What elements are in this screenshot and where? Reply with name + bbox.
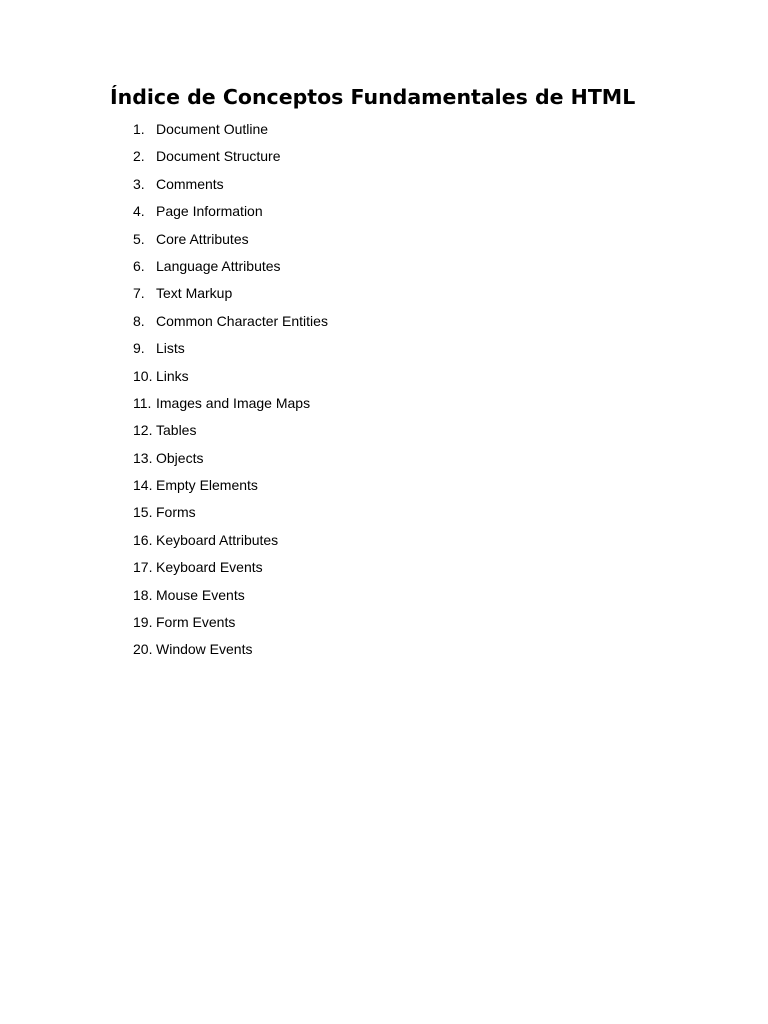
list-item-label: Language Attributes: [156, 257, 281, 274]
list-item-label: Keyboard Events: [156, 559, 263, 576]
list-item-label: Document Structure: [156, 148, 281, 165]
list-item-number: 3.: [133, 175, 145, 192]
list-item-number: 5.: [133, 230, 145, 247]
list-item-number: 1.: [133, 121, 145, 137]
list-item-number: 6.: [133, 257, 145, 274]
list-item-number: 17.: [133, 559, 153, 576]
list-item-label: Document Outline: [156, 121, 269, 137]
list-item-number: 2.: [133, 148, 145, 165]
list-item-number: 19.: [133, 614, 153, 631]
list-item-number: 11.: [133, 394, 152, 411]
list-item-number: 12.: [133, 422, 153, 439]
list-item-label: Comments: [156, 175, 224, 192]
page-title: Índice de Conceptos Fundamentales de HTML: [110, 85, 636, 109]
list-item-label: Images and Image Maps: [156, 394, 311, 411]
list-item-number: 16.: [133, 531, 153, 548]
list-item-number: 8.: [133, 312, 145, 329]
list-item-label: Forms: [156, 504, 196, 521]
list-item-label: Form Events: [156, 614, 236, 631]
list-item-number: 7.: [133, 285, 145, 302]
list-item-number: 15.: [133, 504, 153, 521]
list-item-label: Page Information: [156, 203, 263, 220]
list-item-number: 14.: [133, 477, 153, 494]
list-item-label: Objects: [156, 449, 204, 466]
list-item-label: Links: [156, 367, 189, 384]
list-item-label: Window Events: [156, 641, 253, 658]
list-item-label: Common Character Entities: [156, 312, 328, 329]
list-item-number: 20.: [133, 641, 153, 658]
list-item-label: Text Markup: [156, 285, 233, 302]
list-item-number: 13.: [133, 449, 153, 466]
list-item-number: 18.: [133, 586, 153, 603]
list-item-label: Lists: [156, 340, 185, 357]
list-item-label: Keyboard Attributes: [156, 531, 279, 548]
list-item-number: 4.: [133, 203, 145, 220]
list-item-label: Core Attributes: [156, 230, 249, 247]
list-item-number: 9.: [133, 340, 145, 357]
list-item-number: 10.: [133, 367, 153, 384]
list-item-label: Empty Elements: [156, 477, 258, 494]
list-item-label: Tables: [156, 422, 197, 439]
list-item-label: Mouse Events: [156, 586, 245, 603]
